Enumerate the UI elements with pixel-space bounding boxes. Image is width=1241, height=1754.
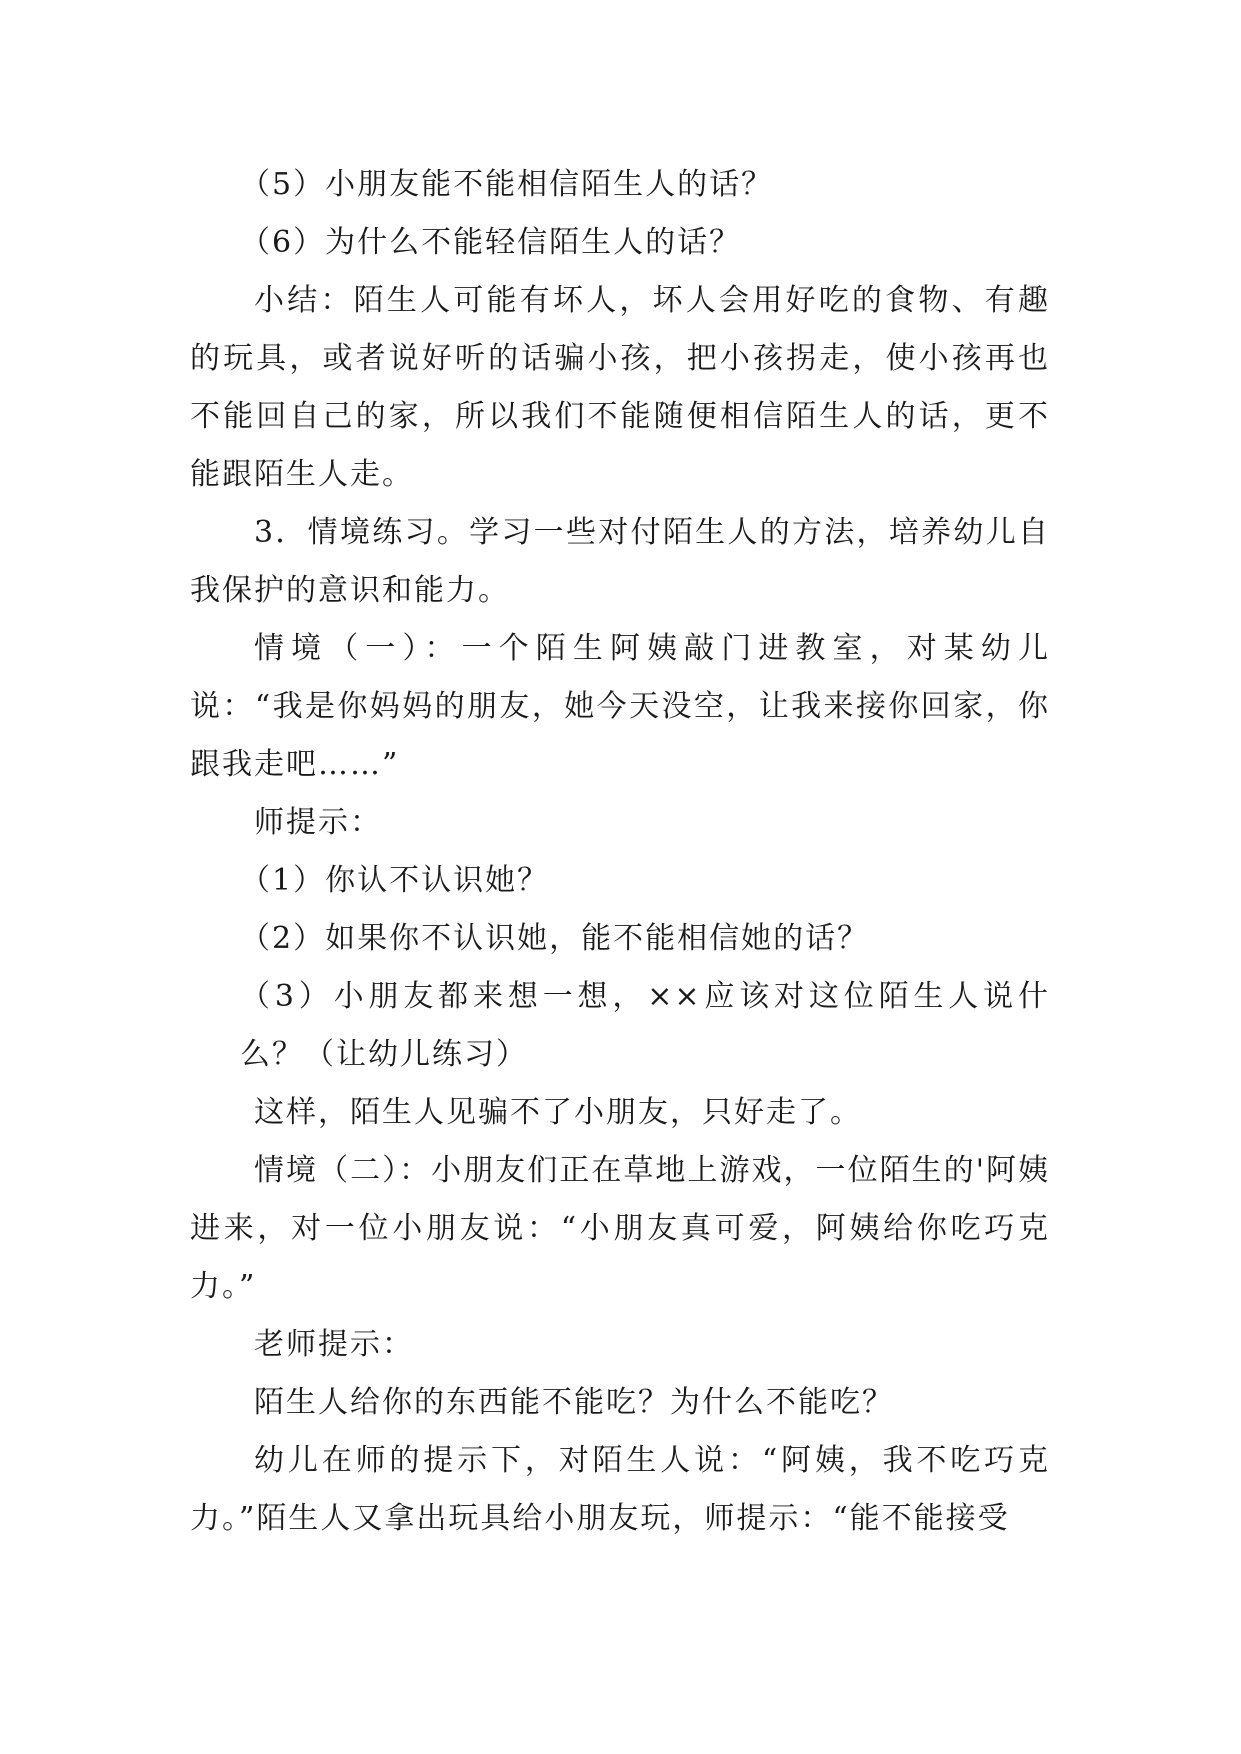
hint-question-1: （1）你认不认识她？ xyxy=(240,863,550,898)
question-5: （5）小朋友能不能相信陌生人的话？ xyxy=(240,167,774,202)
summary-paragraph: 小结：陌生人可能有坏人，坏人会用好吃的食物、有趣的玩具，或者说好听的话骗小孩，把小孩拐走，使小孩再也不能回自己的家，所以我们不能随便相信陌生人的话，更不能跟陌生人走。 xyxy=(190,283,1050,492)
question-6: （6）为什么不能轻信陌生人的话？ xyxy=(240,225,742,260)
hint-question-3: （3）小朋友都来想一想，××应该对这位陌生人说什么？（让幼儿练习） xyxy=(240,979,1050,1072)
scenario-2-paragraph: 情境（二）：小朋友们正在草地上游戏，一位陌生的'阿姨进来，对一位小朋友说：“小朋友真可爱，阿姨给你吃巧克力。” xyxy=(190,1153,1050,1304)
scenario-2-response: 幼儿在师的提示下，对陌生人说：“阿姨，我不吃巧克力。”陌生人又拿出玩具给小朋友玩，师提示：“能不能接受 xyxy=(190,1443,1050,1536)
scenario-1-paragraph: 情境（一）：一个陌生阿姨敲门进教室，对某幼儿说：“我是你妈妈的朋友，她今天没空，让我来接你回家，你跟我走吧……” xyxy=(190,631,1050,782)
teacher-hint-label: 师提示： xyxy=(254,805,382,840)
document-body xyxy=(190,156,1050,1548)
hint-question-2: （2）如果你不认识她，能不能相信她的话？ xyxy=(240,921,870,956)
section-3-heading: 3．情境练习。学习一些对付陌生人的方法，培养幼儿自我保护的意识和能力。 xyxy=(190,515,1050,608)
scenario-1-result: 这样，陌生人见骗不了小朋友，只好走了。 xyxy=(254,1095,862,1130)
teacher-hint-label-2: 老师提示： xyxy=(254,1327,414,1362)
scenario-2-question: 陌生人给你的东西能不能吃？为什么不能吃？ xyxy=(254,1385,894,1420)
